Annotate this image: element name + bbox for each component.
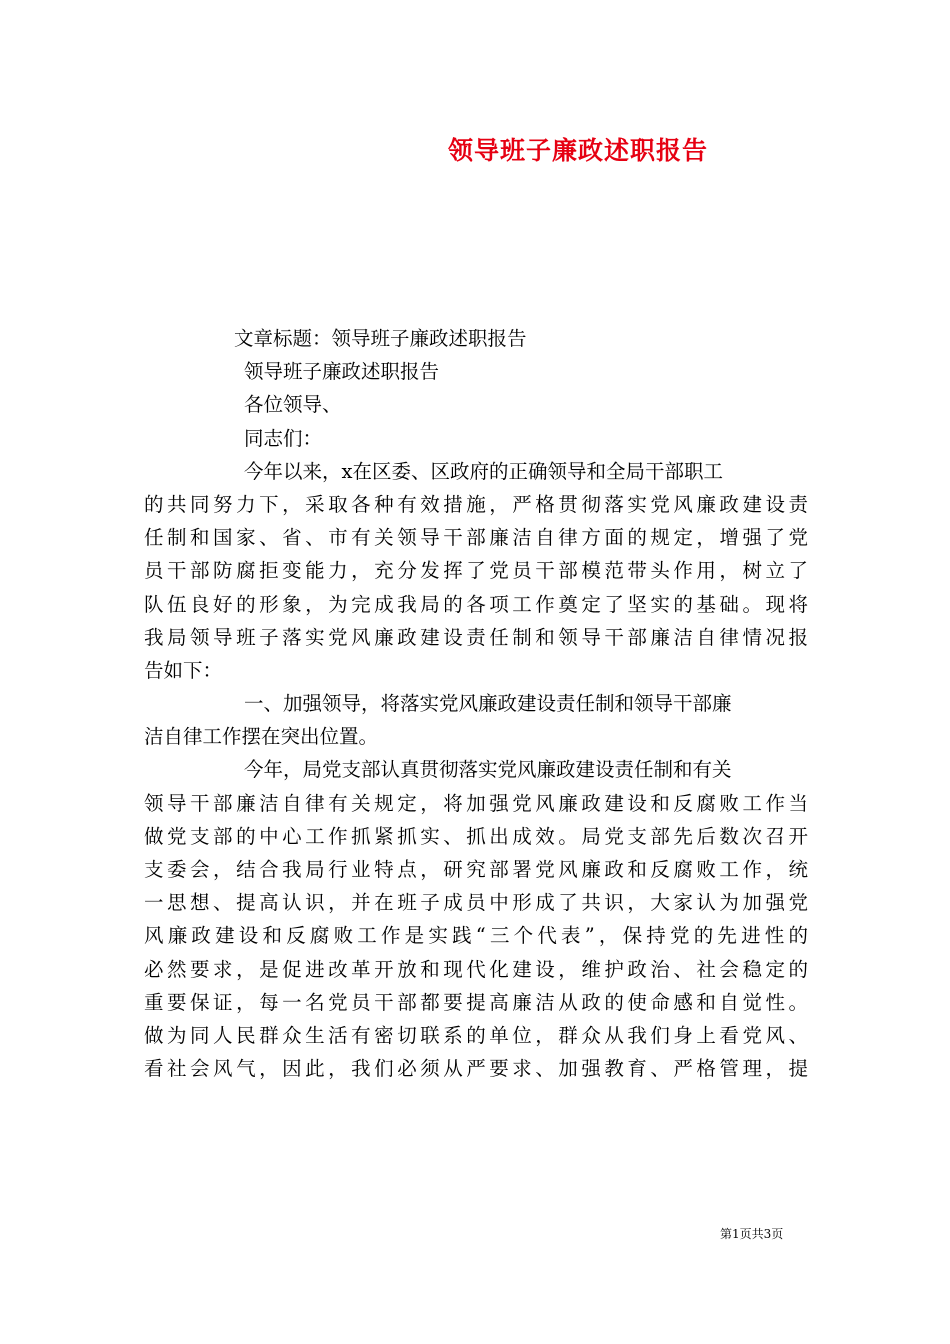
paragraph-line: 支委会，结合我局行业特点，研究部署党风廉政和反腐败工作，统 xyxy=(144,858,808,881)
section-heading-line: 洁自律工作摆在突出位置。 xyxy=(144,725,379,749)
paragraph-line: 重要保证，每一名党员干部都要提高廉洁从政的使命感和自觉性。 xyxy=(144,990,808,1014)
paragraph-line: 今年以来，x在区委、区政府的正确领导和全局干部职工 xyxy=(244,459,723,483)
paragraph-line: 队伍良好的形象，为完成我局的各项工作奠定了坚实的基础。现将 xyxy=(144,592,808,616)
paragraph-line: 必然要求，是促进改革开放和现代化建设，维护政治、社会稳定的 xyxy=(144,957,808,981)
page-footer: 第1页共3页 xyxy=(720,1227,784,1241)
paragraph-line: 员干部防腐拒变能力，充分发挥了党员干部模范带头作用，树立了 xyxy=(144,559,808,583)
paragraph-line: 任制和国家、省、市有关领导干部廉洁自律方面的规定，增强了党 xyxy=(144,526,808,550)
paragraph-line: 看社会风气，因此，我们必须从严要求、加强教育、严格管理，提 xyxy=(144,1057,808,1081)
salutation-line: 同志们： xyxy=(244,426,323,450)
paragraph-line: 我局领导班子落实党风廉政建设责任制和领导干部廉洁自律情况报 xyxy=(144,625,808,649)
paragraph-line: 一思想、提高认识，并在班子成员中形成了共识，大家认为加强党 xyxy=(144,891,808,915)
section-heading-line: 一、加强领导，将落实党风廉政建设责任制和领导干部廉 xyxy=(244,692,732,716)
salutation-line: 各位领导、 xyxy=(244,393,342,417)
page-title: 领导班子廉政述职报告 xyxy=(448,136,709,165)
document-body xyxy=(144,322,808,1085)
paragraph-line: 的共同努力下，采取各种有效措施，严格贯彻落实党风廉政建设责 xyxy=(144,492,808,516)
paragraph-line: 告如下： xyxy=(144,658,223,682)
paragraph-line: 做党支部的中心工作抓紧抓实、抓出成效。局党支部先后数次召开 xyxy=(144,824,808,848)
paragraph-line: 领导干部廉洁自律有关规定，将加强党风廉政建设和反腐败工作当 xyxy=(144,791,808,815)
article-title-line: 文章标题：领导班子廉政述职报告 xyxy=(234,327,527,350)
paragraph-line: 做为同人民群众生活有密切联系的单位，群众从我们身上看党风、 xyxy=(144,1023,808,1047)
paragraph-line: 今年，局党支部认真贯彻落实党风廉政建设责任制和有关 xyxy=(244,758,732,782)
report-heading-line: 领导班子廉政述职报告 xyxy=(244,360,440,384)
paragraph-line: 风廉政建设和反腐败工作是实践“三个代表”，保持党的先进性的 xyxy=(144,924,808,948)
